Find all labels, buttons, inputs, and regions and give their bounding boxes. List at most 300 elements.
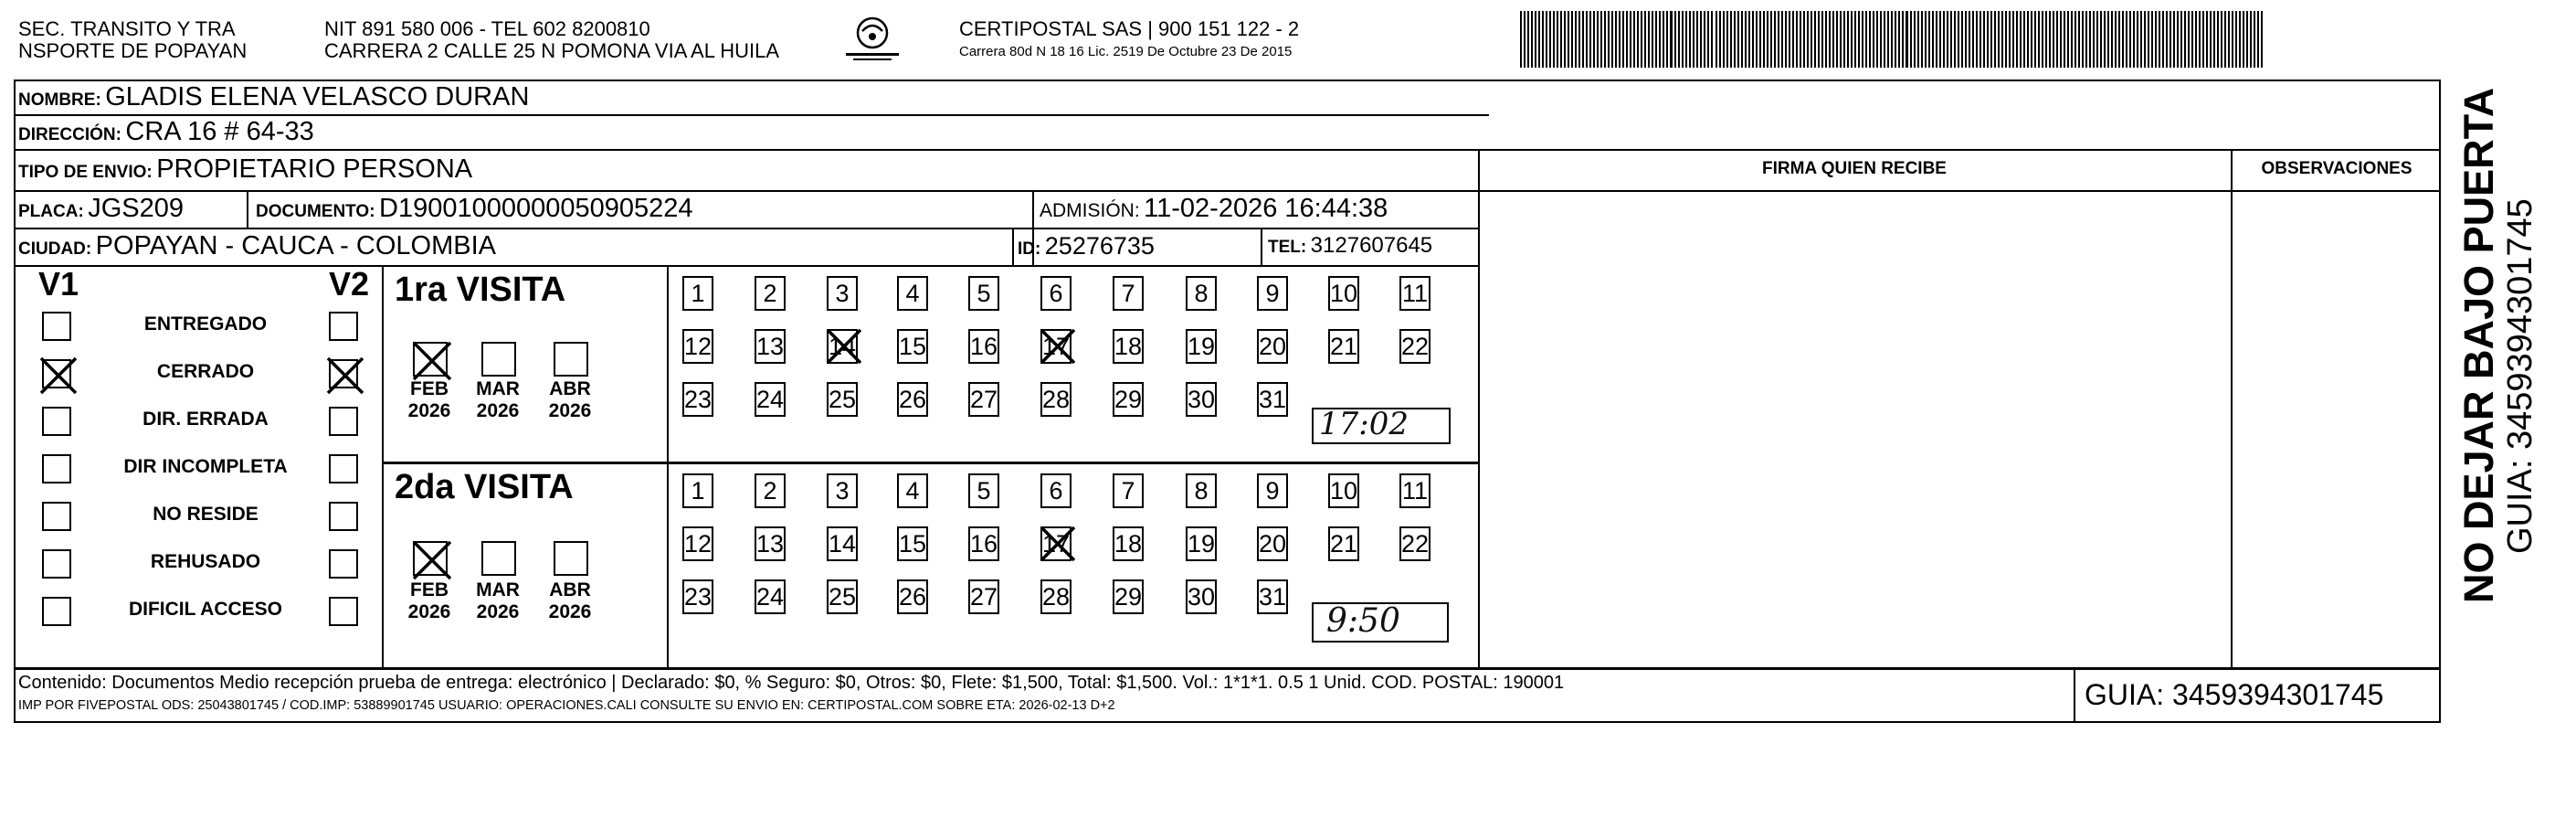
first-visit-day-number: 11 (1401, 279, 1429, 307)
status-label: CERRADO (156, 361, 255, 382)
v1-checkbox[interactable] (42, 312, 71, 341)
barcode-bar (1630, 11, 1631, 68)
barcode-bar (1821, 11, 1823, 68)
first-visit-day-number: 19 (1187, 332, 1216, 360)
footer-contents: Contenido: Documentos Medio recepción prueba de entrega: electrónico | Declarado: $0, % Seguro: $0, Otros: $0, Flete: $1,500, Total: $1,500. Vol.: 1*1*1. 0.5 1 Unid. COD. POSTAL: 190001 (18, 673, 1565, 693)
first-visit-day-box[interactable] (1257, 276, 1288, 311)
barcode-bar (2056, 11, 2058, 68)
barcode-bar (2089, 11, 2091, 68)
barcode-bar (1704, 11, 1705, 68)
placa-value: JGS209 (88, 194, 185, 223)
first-visit-month-label: ABR 2026 (548, 378, 592, 421)
second-visit-day-box[interactable] (1399, 526, 1431, 561)
second-visit-day-box[interactable] (897, 579, 928, 614)
second-visit-day-number: 9 (1265, 476, 1280, 505)
barcode-bar (2151, 11, 2153, 68)
second-visit-day-number: 24 (755, 582, 785, 611)
second-visit-day-box[interactable] (1186, 526, 1217, 561)
barcode-bar (1531, 11, 1533, 68)
first-visit-day-box[interactable] (1040, 329, 1072, 364)
first-visit-time-box (1312, 408, 1451, 444)
first-visit-day-box[interactable] (968, 276, 999, 311)
barcode-bar (1980, 11, 1981, 68)
barcode-bar (2137, 11, 2138, 68)
second-visit-day-box[interactable] (897, 526, 928, 561)
barcode-bar (2210, 11, 2212, 68)
side-guia: GUIA: 3459394301745 (2501, 198, 2539, 554)
first-visit-day-box[interactable] (897, 382, 928, 417)
second-visit-day-number: 29 (1114, 582, 1143, 611)
barcode-bar (1538, 11, 1540, 68)
first-visit-day-box[interactable] (897, 276, 928, 311)
barcode-bar (2122, 11, 2124, 68)
barcode-bar (2067, 11, 2069, 68)
barcode-bar (1789, 11, 1790, 68)
second-visit-title: 2da VISITA (395, 468, 574, 506)
first-visit-day-number: 28 (1041, 385, 1071, 413)
first-visit-day-number: 20 (1258, 332, 1287, 360)
barcode-bar (2009, 11, 2011, 68)
barcode-bar (1887, 11, 1889, 68)
barcode-bar (2140, 11, 2142, 68)
tipo-row (18, 153, 472, 190)
barcode-bar (2148, 11, 2149, 68)
barcode-bar (1987, 11, 1989, 68)
barcode-bar (2053, 11, 2054, 68)
second-visit-time: 9:50 (1326, 602, 1400, 640)
barcode-bar (2107, 11, 2109, 68)
v1-checkbox[interactable] (42, 359, 71, 388)
barcode-bar (1633, 11, 1635, 68)
barcode-bar (1785, 11, 1787, 68)
barcode-bar (2042, 11, 2043, 68)
barcode-bar (2096, 11, 2098, 68)
second-visit-day-number: 31 (1258, 582, 1287, 611)
second-visit-day-box[interactable] (968, 579, 999, 614)
barcode-bar (2064, 11, 2065, 68)
barcode-bar (1983, 11, 1985, 68)
first-visit-day-number: 17 (1041, 332, 1071, 360)
first-visit-day-number: 15 (898, 332, 927, 360)
first-visit-day-number: 3 (835, 279, 850, 307)
barcode-bar (2217, 11, 2219, 68)
second-visit-day-number: 2 (763, 476, 777, 505)
second-visit-day-box[interactable] (1113, 473, 1144, 508)
barcode-bar (1829, 11, 1831, 68)
second-visit-day-box[interactable] (827, 526, 858, 561)
barcode (1518, 11, 2265, 68)
barcode-bar (1560, 11, 1562, 68)
barcode-bar (1730, 11, 1732, 68)
second-visit-day-number: 17 (1041, 529, 1071, 558)
first-visit-day-box[interactable] (827, 382, 858, 417)
barcode-bar (1990, 11, 1992, 68)
second-visit-day-box[interactable] (968, 473, 999, 508)
tel-cell (1268, 229, 1432, 265)
second-visit-day-box[interactable] (1040, 526, 1072, 561)
second-visit-day-box[interactable] (827, 579, 858, 614)
first-visit-day-box[interactable] (1399, 329, 1431, 364)
second-visit-day-number: 19 (1187, 529, 1216, 558)
barcode-bar (1655, 11, 1657, 68)
second-visit-time-box (1312, 602, 1449, 643)
admision-label: ADMISIÓN: (1040, 200, 1140, 221)
first-visit-month-checkbox[interactable] (554, 342, 588, 377)
ciudad-value: POPAYAN - CAUCA - COLOMBIA (95, 231, 496, 260)
barcode-bar (1586, 11, 1588, 68)
second-visit-day-box[interactable] (1399, 473, 1431, 508)
second-visit-day-box[interactable] (1257, 579, 1288, 614)
second-visit-day-number: 8 (1194, 476, 1209, 505)
second-visit-day-box[interactable] (1257, 526, 1288, 561)
sender-name-line2: NSPORTE DE POPAYAN (18, 39, 248, 62)
barcode-bar (1800, 11, 1801, 68)
direccion-value: CRA 16 # 64-33 (125, 117, 314, 146)
first-visit-day-box[interactable] (1257, 329, 1288, 364)
barcode-bar (2111, 11, 2113, 68)
first-visit-day-number: 29 (1114, 385, 1143, 413)
first-visit-day-box[interactable] (1328, 276, 1359, 311)
barcode-bar (1741, 11, 1743, 68)
first-visit-day-box[interactable] (1113, 329, 1144, 364)
barcode-bar (2016, 11, 2018, 68)
second-visit-day-box[interactable] (1186, 473, 1217, 508)
first-visit-day-number: 12 (683, 332, 713, 360)
v1-checkbox[interactable] (42, 454, 71, 483)
barcode-bar (2115, 11, 2117, 68)
second-visit-day-box[interactable] (1328, 473, 1359, 508)
barcode-bar (1774, 11, 1776, 68)
v2-header: V2 (329, 265, 370, 303)
first-visit-day-box[interactable] (1040, 382, 1072, 417)
first-visit-day-box[interactable] (827, 276, 858, 311)
barcode-bar (1626, 11, 1628, 68)
barcode-bar (2206, 11, 2208, 68)
first-visit-day-number: 16 (969, 332, 998, 360)
placa-cell (18, 192, 184, 229)
barcode-bar (1622, 11, 1624, 68)
barcode-bar (2118, 11, 2120, 68)
second-visit-day-number: 28 (1041, 582, 1071, 611)
barcode-bar (2045, 11, 2047, 68)
barcode-bar (1527, 11, 1529, 68)
barcode-bar (1778, 11, 1779, 68)
barcode-bar (2093, 11, 2095, 68)
barcode-bar (1674, 11, 1676, 68)
admision-cell (1040, 192, 1388, 229)
nombre-value: GLADIS ELENA VELASCO DURAN (105, 82, 530, 112)
first-visit-day-box[interactable] (1186, 382, 1217, 417)
barcode-bar (2085, 11, 2087, 68)
first-visit-day-box[interactable] (682, 329, 713, 364)
v2-checkbox[interactable] (329, 359, 358, 388)
direccion-row (18, 115, 314, 153)
second-visit-month-label: ABR 2026 (548, 579, 592, 622)
second-visit-day-box[interactable] (1257, 473, 1288, 508)
barcode-bar (1575, 11, 1577, 68)
second-visit-day-box[interactable] (1113, 526, 1144, 561)
barcode-bar (1637, 11, 1639, 68)
nombre-label: NOMBRE: (18, 90, 101, 110)
barcode-bar (1745, 11, 1747, 68)
second-visit-day-box[interactable] (755, 526, 786, 561)
barcode-bar (1648, 11, 1650, 68)
sender-address: CARRERA 2 CALLE 25 N POMONA VIA AL HUILA (324, 39, 780, 62)
tipo-value: PROPIETARIO PERSONA (156, 154, 473, 184)
second-visit-day-number: 20 (1258, 529, 1287, 558)
barcode-bar (2191, 11, 2193, 68)
barcode-bar (1925, 11, 1927, 68)
v2-checkbox[interactable] (329, 502, 358, 531)
barcode-bar (1748, 11, 1750, 68)
first-visit-day-number: 9 (1265, 279, 1280, 307)
barcode-bar (2071, 11, 2073, 68)
barcode-bar (2221, 11, 2222, 68)
barcode-bar (2126, 11, 2127, 68)
barcode-bar (1726, 11, 1728, 68)
barcode-bar (2180, 11, 2182, 68)
second-visit-day-box[interactable] (755, 473, 786, 508)
barcode-bar (1659, 11, 1661, 68)
barcode-bar (2129, 11, 2131, 68)
first-visit-day-number: 14 (828, 332, 857, 360)
first-visit-month-checkbox[interactable] (413, 342, 448, 377)
footer-guia: GUIA: 3459394301745 (2085, 678, 2384, 711)
firma-header: FIRMA QUIEN RECIBE (1762, 159, 1947, 178)
barcode-bar (1604, 11, 1606, 68)
first-visit-day-number: 27 (969, 385, 998, 413)
second-visit-day-number: 14 (828, 529, 857, 558)
barcode-bar (1615, 11, 1617, 68)
barcode-bar (1917, 11, 1919, 68)
barcode-bar (1589, 11, 1591, 68)
barcode-bar (1600, 11, 1602, 68)
barcode-bar (2170, 11, 2171, 68)
second-visit-day-box[interactable] (1113, 579, 1144, 614)
first-visit-day-number: 26 (898, 385, 927, 413)
v2-checkbox[interactable] (329, 597, 358, 626)
second-visit-day-number: 16 (969, 529, 998, 558)
barcode-bar (1843, 11, 1845, 68)
first-visit-month-label: MAR 2026 (476, 378, 520, 421)
barcode-bar (1803, 11, 1805, 68)
barcode-bar (2246, 11, 2248, 68)
second-visit-day-box[interactable] (1186, 579, 1217, 614)
second-visit-day-box[interactable] (755, 579, 786, 614)
first-visit-day-box[interactable] (827, 329, 858, 364)
first-visit-day-box[interactable] (682, 276, 713, 311)
barcode-bar (1593, 11, 1595, 68)
second-visit-day-box[interactable] (1040, 473, 1072, 508)
barcode-bar (1678, 11, 1680, 68)
barcode-bar (1818, 11, 1820, 68)
first-visit-day-number: 10 (1329, 279, 1358, 307)
barcode-bar (1954, 11, 1956, 68)
v2-checkbox[interactable] (329, 454, 358, 483)
first-visit-day-box[interactable] (682, 382, 713, 417)
tipo-label: TIPO DE ENVIO: (18, 163, 153, 182)
first-visit-day-box[interactable] (755, 329, 786, 364)
barcode-bar (1723, 11, 1725, 68)
barcode-bar (1549, 11, 1551, 68)
barcode-bar (1557, 11, 1558, 68)
first-visit-day-number: 5 (977, 279, 991, 307)
barcode-bar (1943, 11, 1945, 68)
barcode-bar (1711, 11, 1713, 68)
barcode-bar (2001, 11, 2003, 68)
barcode-bar (1752, 11, 1754, 68)
barcode-bar (2027, 11, 2029, 68)
second-visit-day-box[interactable] (1040, 579, 1072, 614)
first-visit-time: 17:02 (1319, 406, 1409, 442)
barcode-bar (1814, 11, 1816, 68)
first-visit-day-box[interactable] (1113, 382, 1144, 417)
barcode-bar (1796, 11, 1798, 68)
id-label: ID: (1018, 239, 1041, 259)
first-visit-day-number: 31 (1258, 385, 1287, 413)
barcode-bar (2144, 11, 2146, 68)
barcode-bar (1906, 11, 1908, 68)
second-visit-month-checkbox[interactable] (481, 541, 516, 576)
first-visit-day-number: 18 (1114, 332, 1143, 360)
barcode-bar (2031, 11, 2032, 68)
first-visit-day-box[interactable] (755, 382, 786, 417)
first-visit-day-box[interactable] (1186, 329, 1217, 364)
second-visit-day-box[interactable] (968, 526, 999, 561)
first-visit-month-label: FEB 2026 (407, 378, 451, 421)
barcode-bar (1961, 11, 1963, 68)
second-visit-day-number: 7 (1121, 476, 1135, 505)
first-visit-day-box[interactable] (1328, 329, 1359, 364)
second-visit-day-box[interactable] (827, 473, 858, 508)
first-visit-day-number: 30 (1187, 385, 1216, 413)
barcode-bar (1696, 11, 1698, 68)
barcode-bar (1682, 11, 1684, 68)
first-visit-day-box[interactable] (1257, 382, 1288, 417)
barcode-bar (1670, 11, 1673, 68)
barcode-bar (2257, 11, 2259, 68)
no-dejar-bajo-puerta: NO DEJAR BAJO PUERTA (2455, 87, 2502, 603)
first-visit-day-box[interactable] (968, 329, 999, 364)
second-visit-day-number: 1 (691, 476, 705, 505)
barcode-bar (1693, 11, 1694, 68)
second-visit-day-number: 6 (1049, 476, 1063, 505)
second-visit-month-checkbox[interactable] (413, 541, 448, 576)
second-visit-day-box[interactable] (897, 473, 928, 508)
second-visit-day-number: 11 (1401, 476, 1429, 505)
v1-checkbox[interactable] (42, 597, 71, 626)
barcode-bar (1546, 11, 1547, 68)
second-visit-day-box[interactable] (1328, 526, 1359, 561)
barcode-bar (1582, 11, 1584, 68)
second-visit-day-box[interactable] (682, 473, 713, 508)
second-visit-month-label: MAR 2026 (476, 579, 520, 622)
first-visit-day-number: 7 (1121, 279, 1135, 307)
first-visit-day-number: 6 (1049, 279, 1063, 307)
barcode-bar (2228, 11, 2230, 68)
second-visit-month-label: FEB 2026 (407, 579, 451, 622)
second-visit-month-checkbox[interactable] (554, 541, 588, 576)
barcode-bar (1763, 11, 1765, 68)
barcode-bar (1520, 11, 1522, 68)
ciudad-cell (18, 229, 496, 267)
first-visit-day-number: 25 (828, 385, 857, 413)
barcode-bar (1972, 11, 1974, 68)
v2-checkbox[interactable] (329, 549, 358, 579)
barcode-bar (1535, 11, 1536, 68)
barcode-bar (2133, 11, 2135, 68)
first-visit-day-box[interactable] (1399, 276, 1431, 311)
barcode-bar (2038, 11, 2040, 68)
barcode-bar (2243, 11, 2244, 68)
second-visit-day-box[interactable] (682, 526, 713, 561)
barcode-bar (1756, 11, 1758, 68)
first-visit-day-box[interactable] (1040, 276, 1072, 311)
barcode-bar (2060, 11, 2062, 68)
barcode-bar (2020, 11, 2022, 68)
first-visit-day-box[interactable] (897, 329, 928, 364)
tel-label: TEL: (1268, 238, 1307, 257)
barcode-bar (1597, 11, 1599, 68)
barcode-bar (1807, 11, 1809, 68)
barcode-bar (1767, 11, 1768, 68)
barcode-bar (1862, 11, 1863, 68)
first-visit-month-checkbox[interactable] (481, 342, 516, 377)
v1-checkbox[interactable] (42, 407, 71, 436)
second-visit-day-number: 12 (683, 529, 713, 558)
barcode-bar (1847, 11, 1849, 68)
second-visit-day-number: 18 (1114, 529, 1143, 558)
barcode-bar (2166, 11, 2168, 68)
first-visit-day-box[interactable] (968, 382, 999, 417)
v1-checkbox[interactable] (42, 549, 71, 579)
barcode-bar (1965, 11, 1967, 68)
barcode-bar (1869, 11, 1871, 68)
sender-name-line1: SEC. TRANSITO Y TRA (18, 17, 236, 40)
barcode-bar (1914, 11, 1916, 68)
courier-name: CERTIPOSTAL SAS | 900 151 122 - 2 (959, 17, 1300, 40)
barcode-bar (1936, 11, 1937, 68)
barcode-bar (2261, 11, 2263, 68)
first-visit-day-number: 21 (1329, 332, 1358, 360)
barcode-bar (1836, 11, 1838, 68)
first-visit-day-box[interactable] (1186, 276, 1217, 311)
barcode-bar (1734, 11, 1736, 68)
barcode-bar (2254, 11, 2255, 68)
certipostal-logo (840, 13, 904, 66)
barcode-bar (1553, 11, 1555, 68)
second-visit-day-number: 5 (977, 476, 991, 505)
barcode-bar (2173, 11, 2175, 68)
barcode-bar (1898, 11, 1900, 68)
barcode-bar (1644, 11, 1646, 68)
barcode-bar (1932, 11, 1934, 68)
v1-checkbox[interactable] (42, 502, 71, 531)
second-visit-day-box[interactable] (682, 579, 713, 614)
barcode-bar (1608, 11, 1610, 68)
first-visit-day-box[interactable] (1113, 276, 1144, 311)
tel-value: 3127607645 (1310, 233, 1433, 258)
first-visit-day-box[interactable] (755, 276, 786, 311)
barcode-bar (1716, 11, 1717, 68)
first-visit-day-number: 4 (905, 279, 920, 307)
v2-checkbox[interactable] (329, 407, 358, 436)
barcode-bar (1652, 11, 1653, 68)
barcode-bar (2162, 11, 2164, 68)
barcode-bar (1571, 11, 1573, 68)
second-visit-day-number: 25 (828, 582, 857, 611)
v2-checkbox[interactable] (329, 312, 358, 341)
